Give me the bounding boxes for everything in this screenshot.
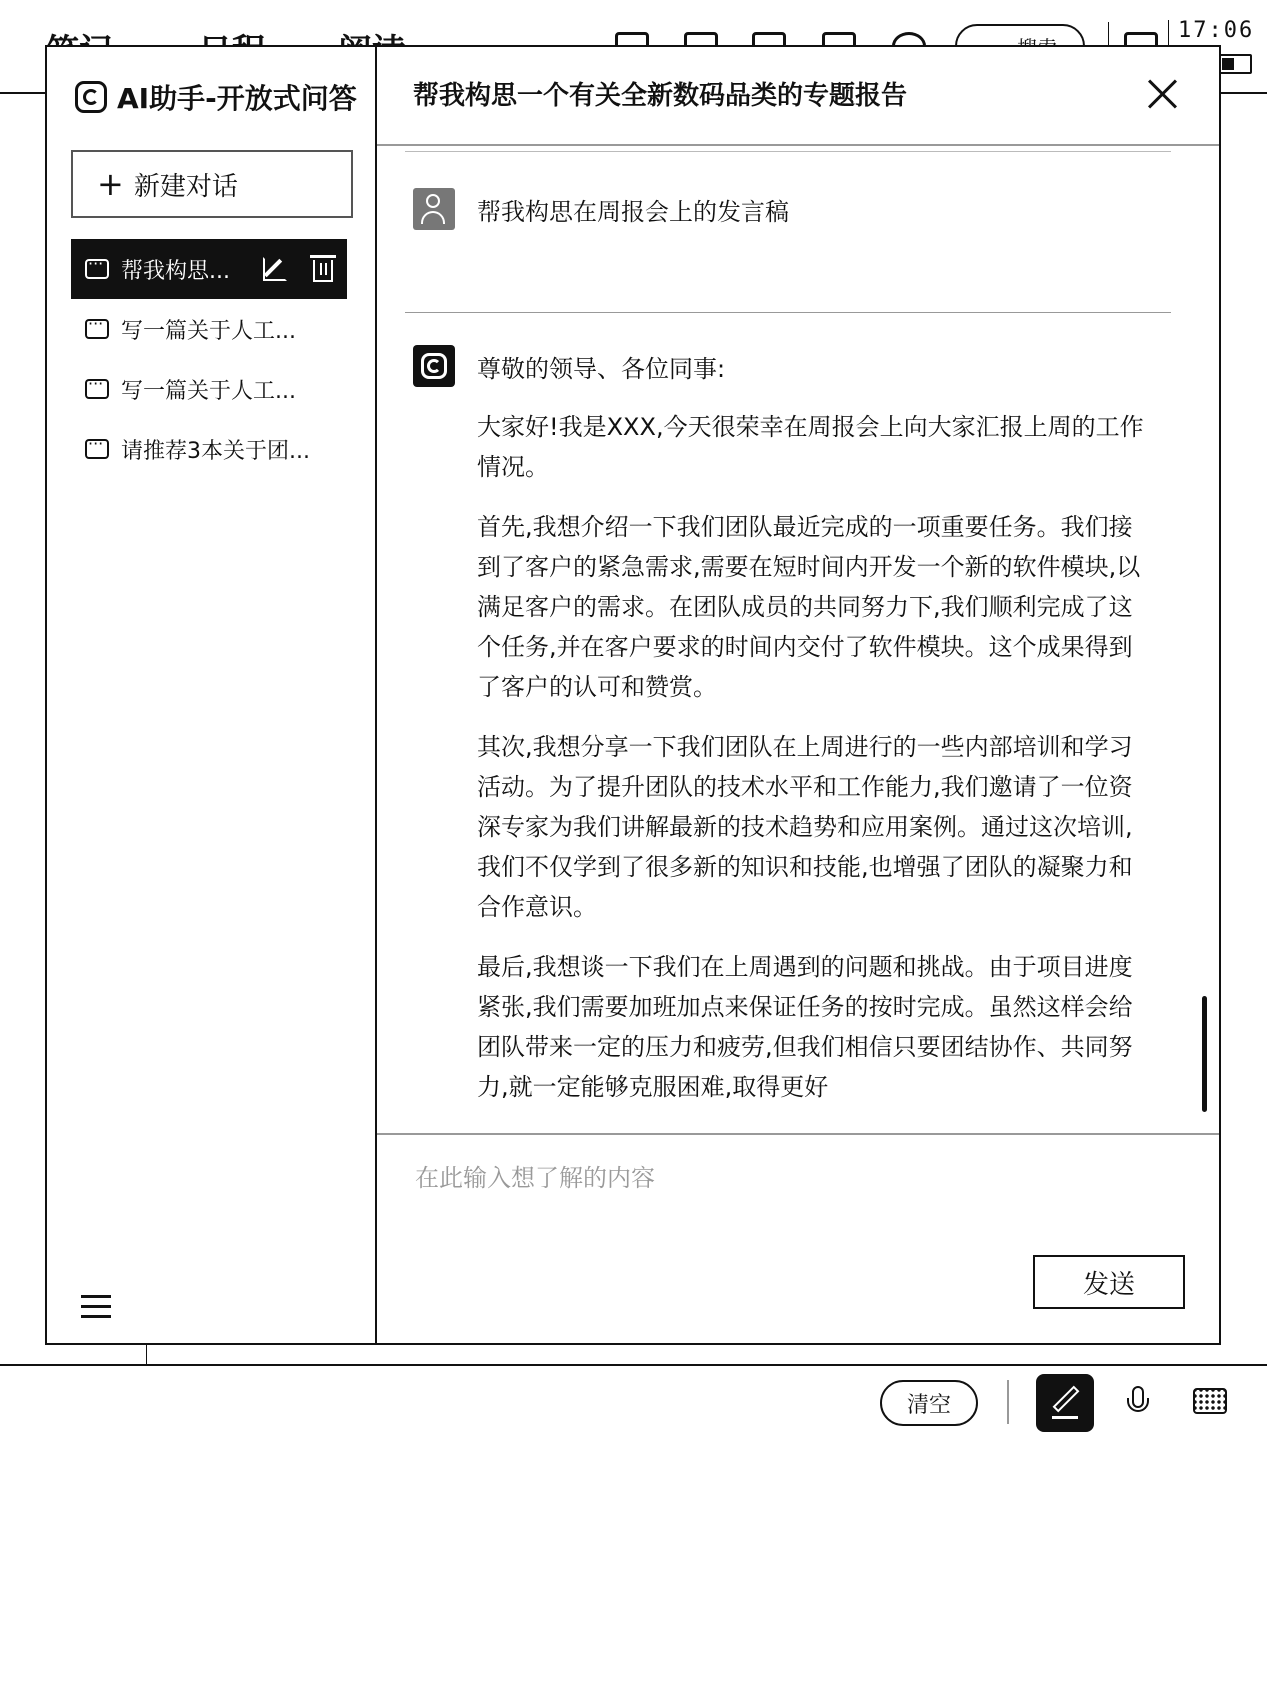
- assistant-paragraph: 首先,我想介绍一下我们团队最近完成的一项重要任务。我们接到了客户的紧急需求,需要在短时间内开发一个新的软件模块,以满足客户的需求。在团队成员的共同努力下,我们顺利完成了这个任务,并在客户要求的时间内交付了软件模块。这个成果得到了客户的认可和赞赏。: [477, 513, 1141, 701]
- app-title: [75, 77, 357, 117]
- message-list[interactable]: [377, 146, 1219, 1133]
- chat-bubble-icon: [85, 319, 109, 339]
- assistant-greeting: 尊敬的领导、各位同事:: [477, 354, 726, 383]
- edit-icon[interactable]: [263, 257, 287, 281]
- logo-icon: [75, 81, 107, 113]
- clear-button[interactable]: 清空: [880, 1380, 978, 1426]
- conversation-item[interactable]: [71, 359, 347, 419]
- bg-rule: [0, 1364, 1267, 1366]
- mic-icon[interactable]: [1126, 1386, 1150, 1424]
- conversation-label: 帮我构思...: [121, 258, 230, 284]
- bg-divider: [146, 1344, 147, 1366]
- conversation-item[interactable]: [71, 299, 347, 359]
- chat-panel: [377, 47, 1219, 1343]
- conversation-list: [71, 239, 347, 479]
- chat-bubble-icon: [85, 379, 109, 399]
- user-message-text: 帮我构思在周报会上的发言稿: [477, 197, 789, 226]
- new-chat-label: 新建对话: [133, 171, 238, 202]
- conversation-item[interactable]: [71, 239, 347, 299]
- send-button[interactable]: 发送: [1033, 1255, 1185, 1309]
- assistant-logo-icon: [413, 345, 455, 387]
- close-icon[interactable]: [1147, 79, 1177, 109]
- assistant-message: [413, 345, 1144, 1107]
- toolbar-divider: [1007, 1380, 1009, 1424]
- trash-icon[interactable]: [313, 260, 333, 282]
- chat-bubble-icon: [85, 439, 109, 459]
- app-title-text: AI助手-开放式问答: [117, 82, 357, 115]
- conversation-label: 写一篇关于人工...: [121, 318, 296, 344]
- assistant-paragraph: 大家好!我是XXX,今天很荣幸在周报会上向大家汇报上周的工作情况。: [477, 413, 1144, 481]
- conversation-label: 写一篇关于人工...: [121, 378, 296, 404]
- conversation-item[interactable]: [71, 419, 347, 479]
- chat-bubble-icon: [85, 259, 109, 279]
- input-divider: [377, 1133, 1219, 1135]
- user-avatar-icon: [413, 188, 455, 230]
- sidebar: [47, 47, 377, 1343]
- chat-title: 帮我构思一个有关全新数码品类的专题报告: [413, 81, 908, 111]
- user-message: [413, 188, 789, 230]
- conversation-label: 请推荐3本关于团...: [121, 438, 310, 464]
- ai-assistant-dialog: [45, 45, 1221, 1345]
- message-divider: [405, 151, 1171, 152]
- plus-icon: +: [97, 165, 124, 203]
- menu-icon[interactable]: [81, 1295, 111, 1319]
- scrollbar[interactable]: [1202, 996, 1207, 1112]
- battery-icon: [1218, 54, 1252, 74]
- message-divider: [405, 312, 1171, 313]
- pen-icon[interactable]: [1036, 1374, 1094, 1432]
- keyboard-icon[interactable]: [1193, 1388, 1227, 1414]
- new-chat-button[interactable]: [71, 150, 353, 218]
- assistant-paragraph: 其次,我想分享一下我们团队在上周进行的一些内部培训和学习活动。为了提升团队的技术水平和工作能力,我们邀请了一位资深专家为我们讲解最新的技术趋势和应用案例。通过这次培训,我们不仅学到了很多新的知识和技能,也增强了团队的凝聚力和合作意识。: [477, 733, 1133, 921]
- assistant-paragraph: 最后,我想谈一下我们在上周遇到的问题和挑战。由于项目进度紧张,我们需要加班加点来保证任务的按时完成。虽然这样会给团队带来一定的压力和疲劳,但我们相信只要团结协作、共同努力,就一定能够克服困难,取得更好: [477, 953, 1133, 1101]
- question-input[interactable]: [413, 1157, 1177, 1199]
- status-time: 17:06: [1178, 18, 1255, 43]
